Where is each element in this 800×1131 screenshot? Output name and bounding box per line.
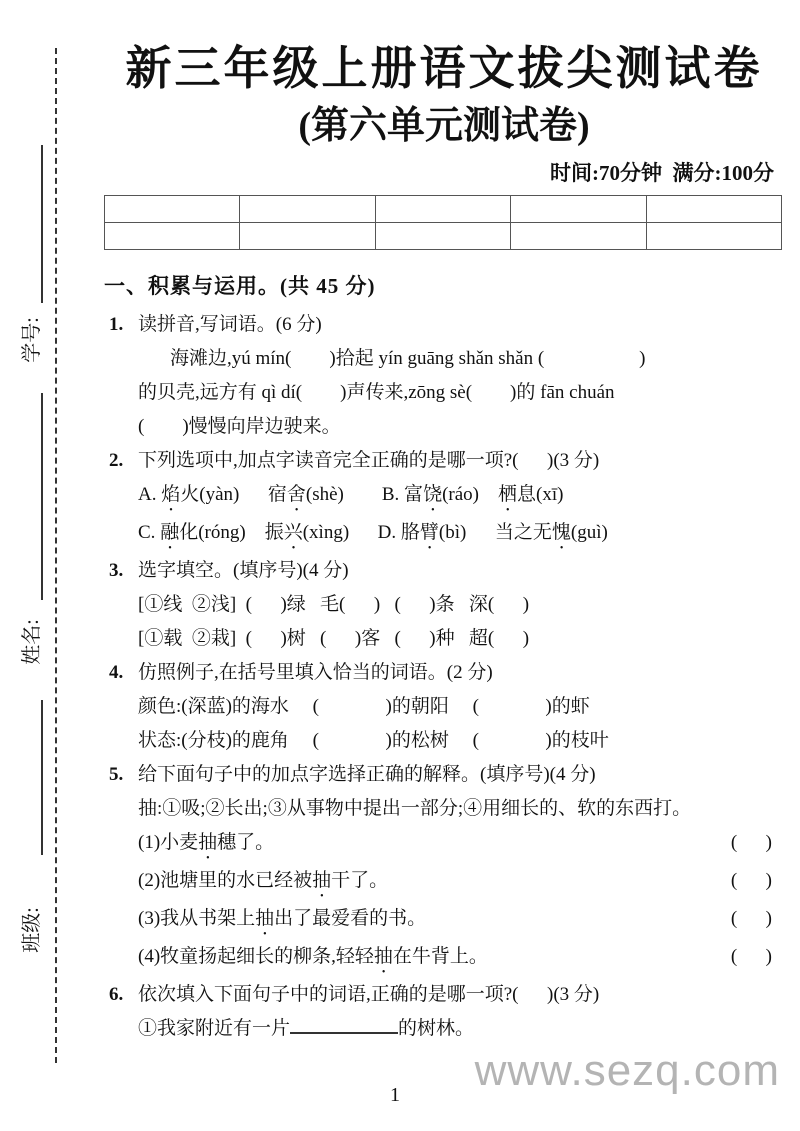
score-cell: [511, 223, 646, 250]
word-post: 火(yàn): [180, 484, 268, 506]
score-cell: [511, 196, 646, 223]
class-blank-line: [41, 700, 43, 855]
option-b-label: B.: [381, 484, 405, 506]
student-id-blank-line: [41, 145, 43, 303]
q6-sentence-pre: ①我家附近有一片: [138, 1018, 291, 1040]
question-4-number: 4.: [109, 662, 124, 684]
score-table-row: [105, 223, 782, 250]
score-cell: [375, 196, 510, 223]
question-1-number: 1.: [109, 314, 124, 336]
q4-example-row-1: 颜色:(深蓝)的海水 ( )的朝阳 ( )的虾: [138, 696, 590, 718]
question-3-number: 3.: [109, 560, 124, 582]
q1-passage-line-1: 海滩边,yú mín( )拾起 yín guāng shǎn shǎn ( ): [170, 348, 646, 370]
word-pre: 当之无: [494, 522, 552, 544]
q5-item-4: [138, 940, 784, 978]
name-blank-line: [41, 393, 43, 600]
q1-passage-line-3: ( )慢慢向岸边驶来。: [138, 416, 341, 438]
question-2-title: 下列选项中,加点字读音完全正确的是哪一项?( )(3 分): [138, 450, 600, 472]
answer-parens: ( ): [730, 832, 772, 854]
question-5-title: 给下面句子中的加点字选择正确的解释。(填序号)(4 分): [138, 764, 596, 786]
q2-option-row-ab: [138, 478, 784, 516]
word-post: 化(róng): [179, 522, 265, 544]
dotted-char: 抽: [312, 870, 332, 892]
question-3-title: 选字填空。(填序号)(4 分): [138, 560, 349, 582]
word-post: (ráo): [442, 484, 498, 506]
score-table-row: [105, 196, 782, 223]
score-cell: [105, 196, 240, 223]
dotted-char: 臂: [419, 522, 439, 544]
q1-passage-line-2: 的贝壳,远方有 qì dí( )声传来,zōng sè( )的 fān chuán: [138, 382, 615, 404]
score-cell: [240, 196, 375, 223]
sentence-pre: (2)池塘里的水已经被: [138, 870, 313, 892]
word-pre: 振: [264, 522, 284, 544]
q5-item-3: [138, 902, 784, 940]
q5-item-1: [138, 826, 784, 864]
word-pre: 富: [404, 484, 424, 506]
sentence: [138, 940, 488, 978]
score-table: [104, 195, 782, 250]
word-post: (bì): [438, 522, 495, 544]
dotted-char: 舍: [286, 484, 306, 506]
question-2-number: 2.: [109, 450, 124, 472]
student-id-label: 学号:: [21, 317, 43, 363]
section-heading: 一、积累与运用。(共 45 分): [104, 274, 376, 299]
q3-fill-row-2: [①载 ②栽] ( )树 ( )客 ( )种 超( ): [138, 628, 530, 650]
question-4: [104, 656, 784, 758]
q4-example-row-2: 状态:(分枝)的鹿角 ( )的松树 ( )的枝叶: [138, 730, 609, 752]
question-2: [104, 444, 784, 554]
watermark: www.sezq.com: [474, 1046, 780, 1095]
word-post: (guì): [570, 522, 608, 544]
dotted-char: 焰: [161, 484, 181, 506]
dotted-char: 栖: [498, 484, 518, 506]
sentence-post: 在牛背上。: [392, 946, 488, 968]
option-d-label: D.: [377, 522, 401, 544]
dotted-char: 愧: [551, 522, 571, 544]
score-cell: [646, 223, 781, 250]
dotted-char: 兴: [283, 522, 303, 544]
sentence-post: 出了最爱看的书。: [274, 908, 427, 930]
question-1-title: 读拼音,写词语。(6 分): [138, 314, 322, 336]
answer-parens: ( ): [730, 870, 772, 892]
answer-parens: ( ): [730, 946, 772, 968]
class-label: 班级:: [21, 907, 43, 953]
q5-definitions: 抽:①吸;②长出;③从事物中提出一部分;④用细长的、软的东西打。: [138, 798, 692, 820]
sentence: [138, 902, 426, 940]
dotted-char: 抽: [198, 832, 218, 854]
score-cell: [646, 196, 781, 223]
paper-subtitle: (第六单元测试卷): [298, 104, 590, 147]
answer-parens: ( ): [730, 908, 772, 930]
score-cell: [240, 223, 375, 250]
question-5-number: 5.: [109, 764, 124, 786]
fill-blank-line: [290, 1014, 398, 1034]
score-cell: [105, 223, 240, 250]
word-post: (shè): [305, 484, 382, 506]
q6-sentence-post: 的树林。: [398, 1018, 475, 1040]
sentence-post: 干了。: [331, 870, 389, 892]
name-label: 姓名:: [21, 619, 43, 665]
question-5: [104, 758, 784, 978]
option-c-label: C.: [138, 522, 161, 544]
margin-dashed-line: [55, 48, 57, 1063]
dotted-char: 融: [160, 522, 180, 544]
q2-option-row-cd: [138, 516, 784, 554]
dotted-char: 抽: [255, 908, 275, 930]
score-cell: [375, 223, 510, 250]
paper-title: 新三年级上册语文拔尖测试卷: [125, 43, 763, 94]
question-1: [104, 308, 784, 444]
sentence: [138, 864, 388, 902]
dotted-char: 饶: [423, 484, 443, 506]
sentence-pre: (4)牧童扬起细长的柳条,轻轻: [138, 946, 374, 968]
question-4-title: 仿照例子,在括号里填入恰当的词语。(2 分): [138, 662, 493, 684]
q5-item-2: [138, 864, 784, 902]
sentence-pre: (3)我从书架上: [138, 908, 256, 930]
question-6: [104, 978, 784, 1046]
sentence-post: 穗了。: [217, 832, 275, 854]
option-a-label: A.: [138, 484, 162, 506]
word-post: 息(xī): [517, 484, 564, 506]
word-pre: 宿: [267, 484, 287, 506]
word-pre: 胳: [400, 522, 420, 544]
sentence-pre: (1)小麦: [138, 832, 199, 854]
time-score-info: 时间:70分钟 满分:100分: [550, 161, 774, 186]
question-3: [104, 554, 784, 656]
q6-sub-line: [138, 1012, 784, 1046]
question-6-number: 6.: [109, 984, 124, 1006]
question-6-title: 依次填入下面句子中的词语,正确的是哪一项?( )(3 分): [138, 984, 600, 1006]
dotted-char: 抽: [373, 946, 393, 968]
page-number: 1: [390, 1084, 400, 1106]
sentence: [138, 826, 274, 864]
paper-body: [104, 40, 784, 1046]
word-post: (xìng): [302, 522, 378, 544]
q3-fill-row-1: [①线 ②浅] ( )绿 毛( ) ( )条 深( ): [138, 594, 530, 616]
